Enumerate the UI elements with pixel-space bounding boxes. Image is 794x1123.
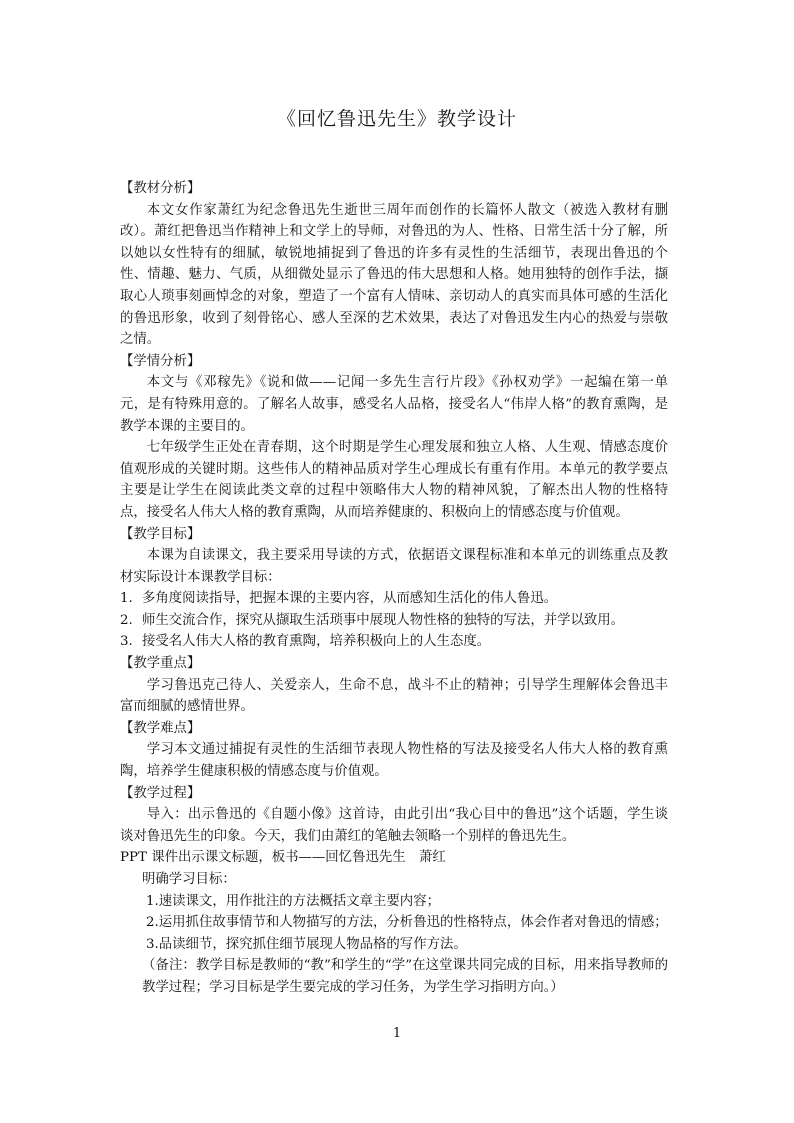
document-title: 《回忆鲁迅先生》教学设计 [276, 108, 517, 130]
section-heading-difficulties: 【教学难点】 [120, 720, 201, 736]
section-heading-objectives: 【教学目标】 [120, 526, 201, 542]
process-intro: 导入：出示鲁迅的《自题小像》这首诗，由此引出“我心目中的鲁迅”这个话题，学生谈谈对鲁迅先生的印象。今天，我们由萧红的笔触去领略一个别样的鲁迅先生。 [120, 807, 668, 844]
process-goal-3: 3.品读细节，探究抓住细节展现人物品格的写作方法。 [146, 936, 467, 952]
process-goal-2: 2.运用抓住故事情节和人物描写的方法，分析鲁迅的性格特点，体会作者对鲁迅的情感； [146, 915, 668, 931]
process-note: （备注：教学目标是教师的“教”和学生的“学”在这堂课共同完成的目标，用来指导教师的教学过程；学习目标是学生要完成的学习任务，为学生学习指明方向。） [142, 958, 668, 995]
objective-text: 师生交流合作，探究从撷取生活琐事中展现人物性格的独特的写法，并学以致用。 [142, 612, 625, 628]
learner-paragraph-2: 七年级学生正处在青春期，这个时期是学生心理发展和独立人格、人生观、情感态度价值观形成的关键时期。这些伟人的精神品质对学生心理成长有重有作用。本单元的教学要点主要是让学生在阅读此类文章的过程中领略伟大人物的精神风貌，了解杰出人物的性格特点，接受名人伟大人格的教育熏陶，从而培养健康的、积极向上的情感态度与价值观。 [120, 440, 668, 520]
difficulties-paragraph: 学习本文通过捕捉有灵性的生活细节表现人物性格的写法及接受名人伟大人格的教育熏陶，培养学生健康积极的情感态度与价值观。 [120, 742, 668, 780]
section-heading-material: 【教材分析】 [120, 181, 201, 196]
learner-paragraph-1: 本文与《邓稼先》《说和做——记闻一多先生言行片段》《孙权劝学》一起编在第一单元，是有特殊用意的。了解名人故事，感受名人品格，接受名人“伟岸人格”的教育熏陶，是教学本课的主要目的。 [120, 375, 668, 434]
objective-text: 接受名人伟大人格的教育熏陶，培养积极向上的人生态度。 [142, 634, 491, 650]
document-body [120, 178, 668, 999]
section-heading-process: 【教学过程】 [120, 785, 201, 801]
page-number: 1 [392, 1026, 402, 1041]
objective-item [120, 588, 668, 610]
objective-item [120, 631, 668, 653]
section-heading-keypoints: 【教学重点】 [120, 656, 201, 672]
material-paragraph: 本文女作家萧红为纪念鲁迅先生逝世三周年而创作的长篇怀人散文（被选入教材有删改）。萧红把鲁迅当作精神上和文学上的导师，对鲁迅的为人、性格、日常生活十分了解，所以她以女性特有的细腻，敏锐地捕捉到了鲁迅的许多有灵性的生活细节，表现出鲁迅的个性、情趣、魅力、气质，从细微处显示了鲁迅的伟大思想和人格。她用独特的创作手法，撷取心人琐事刻画悼念的对象，塑造了一个富有人情味、亲切动人的真实而具体可感的生活化的鲁迅形象，收到了刻骨铭心、感人至深的艺术效果，表达了对鲁迅发生内心的热爱与崇敬之情。 [120, 202, 668, 348]
objective-number: 2. [120, 612, 133, 628]
objective-number: 3. [120, 634, 133, 650]
objective-number: 1. [120, 591, 133, 607]
keypoints-paragraph: 学习鲁迅克己待人、关爱亲人，生命不息，战斗不止的精神；引导学生理解体会鲁迅丰富而细腻的感情世界。 [120, 677, 668, 715]
objective-text: 多角度阅读指导，把握本课的主要内容，从而感知生活化的伟人鲁迅。 [142, 591, 558, 607]
process-goal-1: 1.速读课文，用作批注的方法概括文章主要内容； [146, 893, 440, 909]
process-ppt-line: PPT 课件出示课文标题，板书——回忆鲁迅先生 萧红 [120, 850, 446, 866]
objective-item [120, 610, 668, 632]
section-heading-learner: 【学情分析】 [120, 353, 201, 369]
objectives-intro: 本课为自读课文，我主要采用导读的方式，依据语文课程标准和本单元的训练重点及教材实际设计本课教学目标： [120, 548, 668, 585]
process-clarify: 明确学习目标： [142, 872, 236, 887]
